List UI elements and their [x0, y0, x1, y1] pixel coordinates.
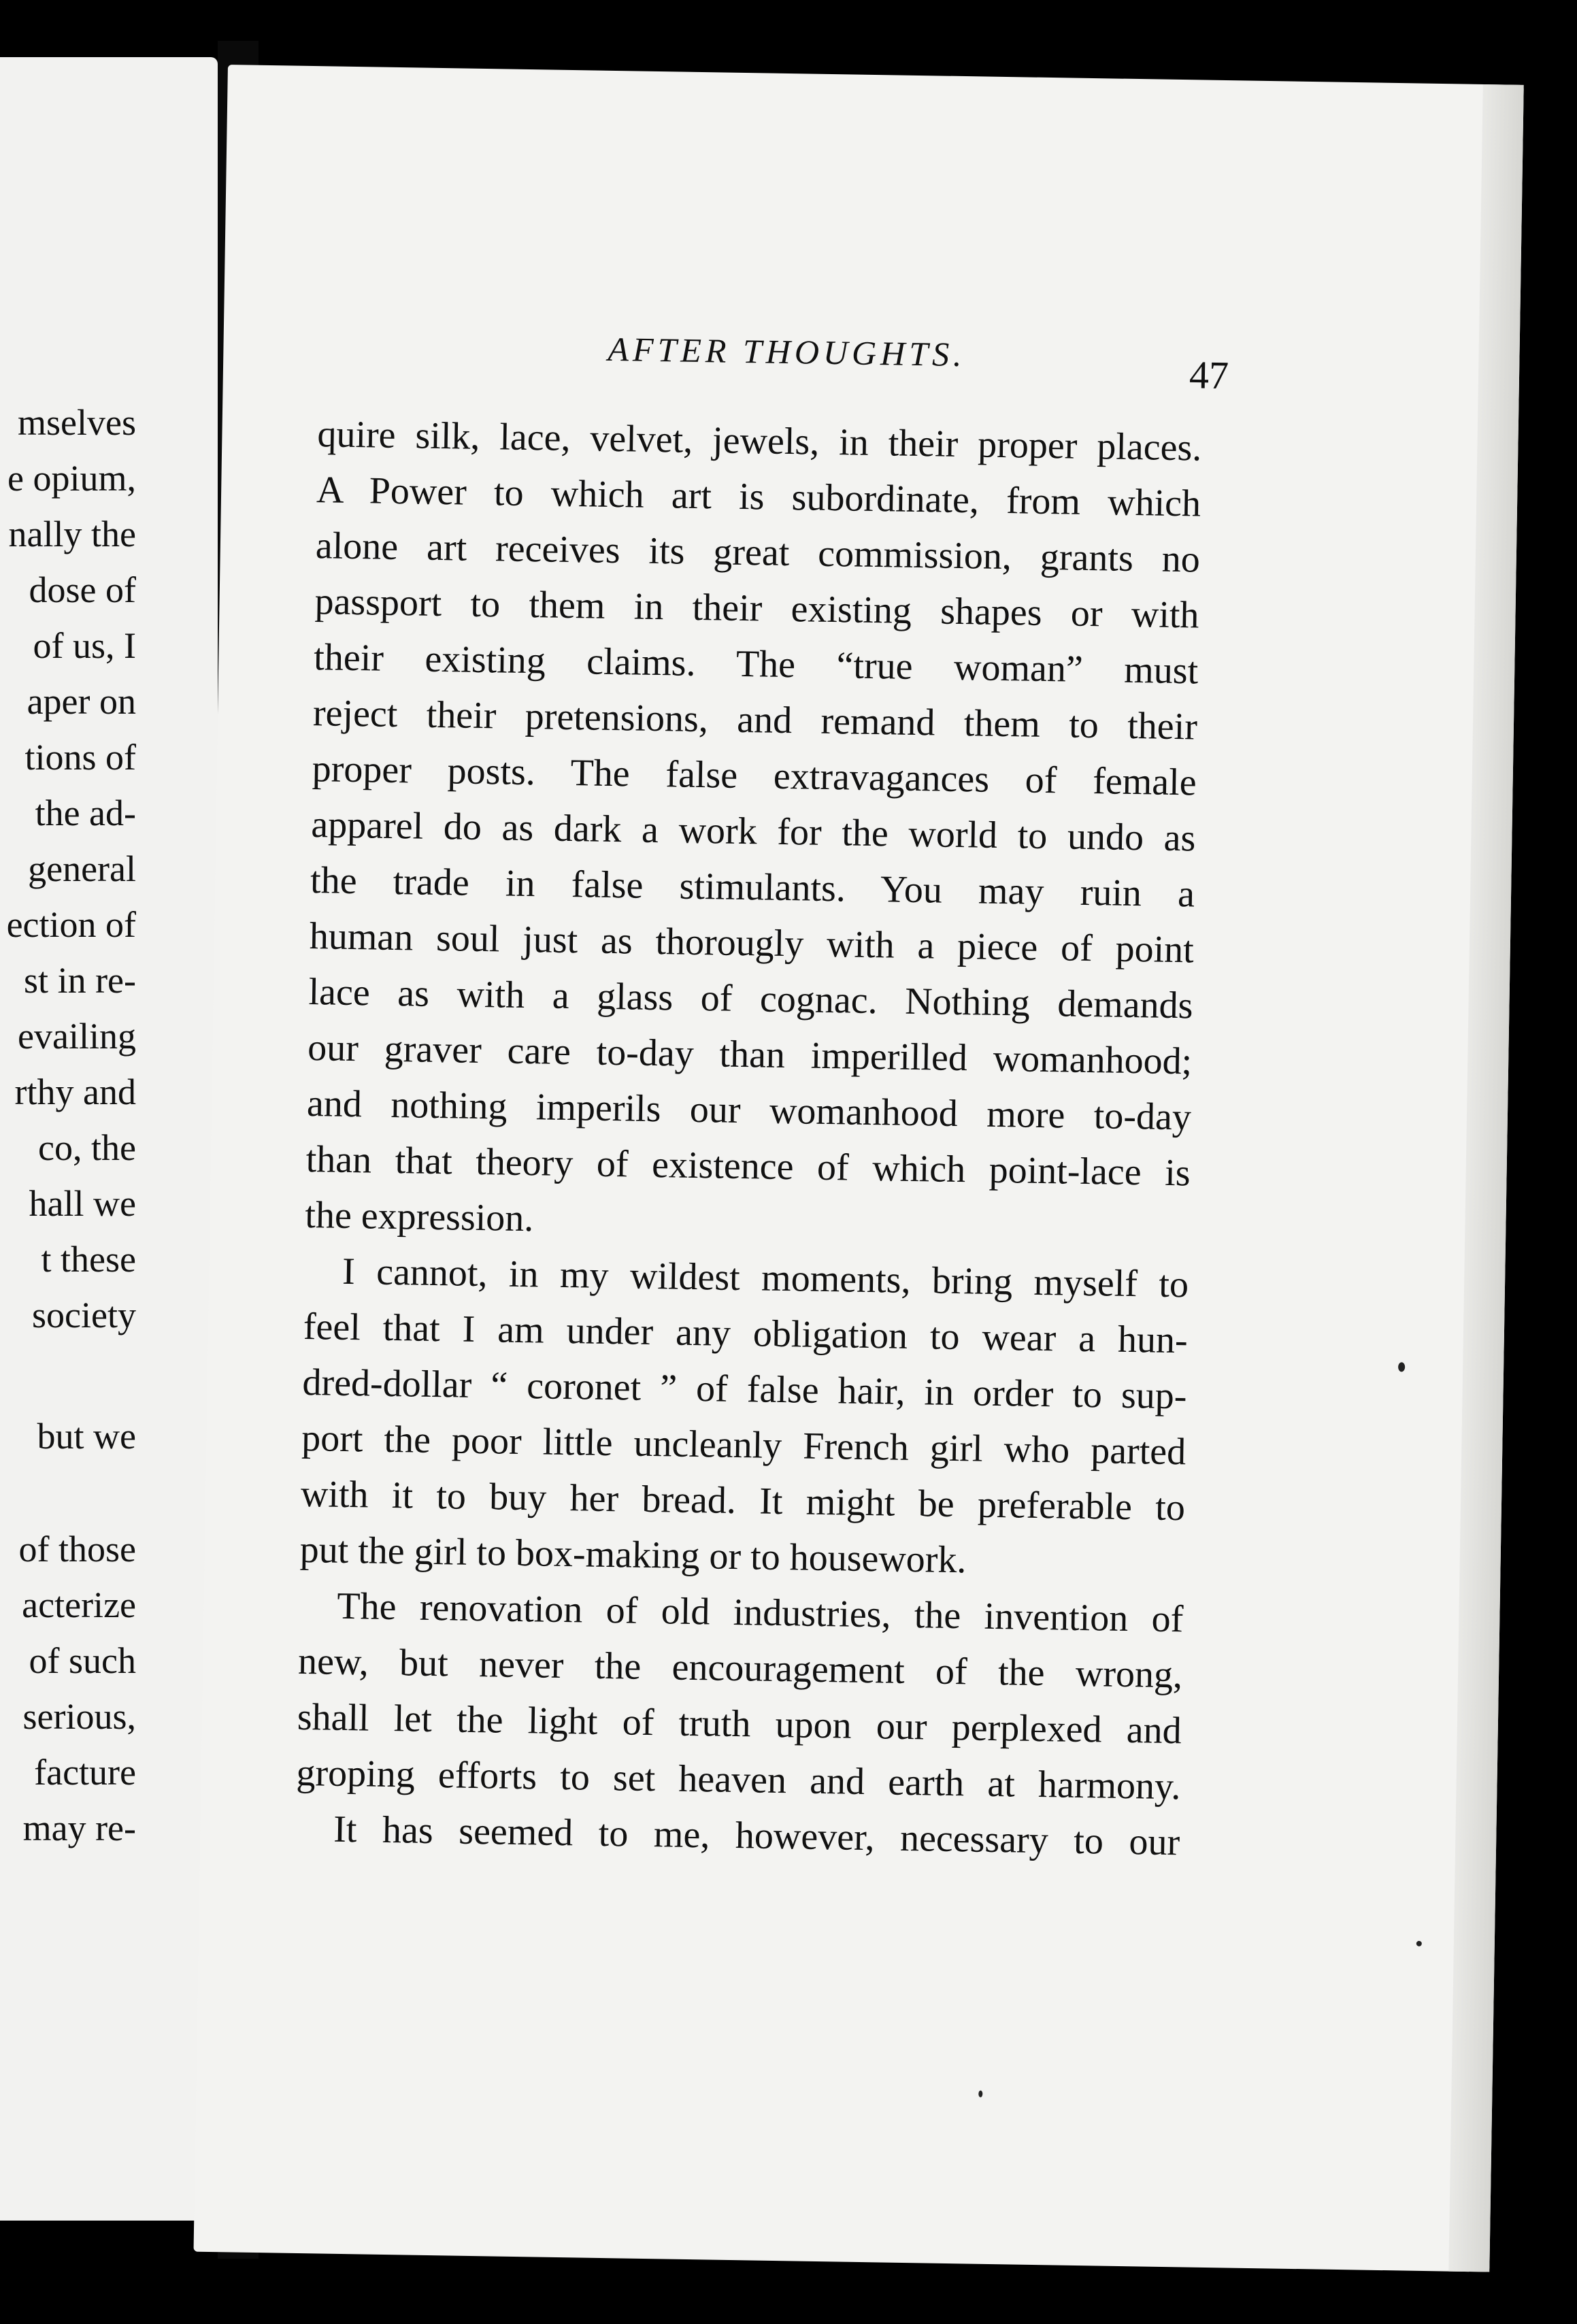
left-line: may re-: [22, 1808, 136, 1848]
left-line: t these: [41, 1239, 136, 1280]
left-line: of us, I: [33, 625, 136, 666]
page-edge: [1448, 84, 1523, 2272]
left-line: hall we: [29, 1183, 136, 1224]
text-line: than that theory of existence of which point-lace is: [305, 1138, 1191, 1195]
text-line: the expression.: [304, 1193, 534, 1240]
left-line: mselves: [18, 402, 136, 443]
text-line: groping efforts to set heaven and earth at harmony.: [296, 1751, 1181, 1808]
text-line: A Power to which art is subordinate, from which: [316, 469, 1201, 525]
text-line: reject their pretensions, and remand them to their: [312, 692, 1198, 748]
body-text: [295, 406, 1202, 1870]
text-line: It has seemed to me, however, necessary to our: [333, 1808, 1180, 1864]
left-line: co, the: [38, 1127, 136, 1168]
text-line: our graver care to-day than imperilled womanhood;: [307, 1027, 1193, 1083]
text-line: I cannot, in my wildest moments, bring myself to: [342, 1250, 1189, 1306]
left-line: tions of: [24, 737, 136, 778]
page-number: 47: [1189, 352, 1229, 398]
text-line: proper posts. The false extravagances of female: [312, 748, 1197, 804]
left-line: evailing: [18, 1016, 136, 1057]
text-line: put the girl to box-making or to housework.: [299, 1528, 967, 1582]
text-line: quire silk, lace, velvet, jewels, in their proper places.: [316, 413, 1202, 469]
text-line: shall let the light of truth upon our perplexed and: [297, 1695, 1182, 1753]
text-line: feel that I am under any obligation to wear a hun-: [303, 1305, 1189, 1362]
text-line: passport to them in their existing shapes or with: [314, 580, 1199, 637]
left-line: nally the: [8, 514, 136, 554]
text-line: dred-dollar “ coronet ” of false hair, in order to sup-: [302, 1361, 1187, 1418]
scan-speck: [978, 2091, 982, 2097]
left-line: of those: [18, 1529, 136, 1570]
text-line: human soul just as thorougly with a piece of point: [309, 915, 1195, 972]
running-head: AFTER THOUGHTS.: [608, 329, 967, 374]
left-line: serious,: [22, 1696, 136, 1737]
scan-speck: [1398, 1362, 1405, 1372]
left-line: facture: [34, 1752, 136, 1793]
text-line: port the poor little uncleanly French girl who parted: [301, 1416, 1186, 1474]
left-line: general: [28, 848, 136, 889]
left-page-text: [0, 57, 136, 2221]
left-line: st in re-: [24, 960, 136, 1001]
text-line: The renovation of old industries, the invention of: [336, 1584, 1184, 1641]
left-line: but we: [37, 1416, 136, 1457]
left-line: ection of: [6, 904, 136, 945]
left-line: society: [32, 1295, 136, 1335]
left-line: of such: [29, 1640, 136, 1681]
left-line: the ad-: [35, 793, 136, 833]
text-line: lace as with a glass of cognac. Nothing demands: [308, 971, 1193, 1027]
left-line: acterize: [22, 1584, 136, 1625]
text-line: alone art receives its great commission, grants no: [315, 525, 1201, 581]
text-line: apparel do as dark a work for the world to undo as: [310, 803, 1196, 860]
left-line: aper on: [27, 681, 136, 722]
text-line: with it to buy her bread. It might be preferable to: [300, 1472, 1186, 1529]
text-line: the trade in false stimulants. You may ruin a: [310, 859, 1195, 916]
text-line: their existing claims. The “true woman” must: [313, 636, 1199, 693]
text-line: new, but never the encouragement of the wrong,: [297, 1640, 1183, 1697]
text-line: and nothing imperils our womanhood more to-day: [306, 1082, 1192, 1139]
scan-speck: [1416, 1941, 1422, 1946]
left-line: dose of: [29, 569, 136, 610]
left-line: rthy and: [14, 1072, 136, 1112]
main-page: [194, 65, 1524, 2272]
left-page-fragment: [0, 57, 218, 2221]
left-line: e opium,: [7, 458, 136, 499]
